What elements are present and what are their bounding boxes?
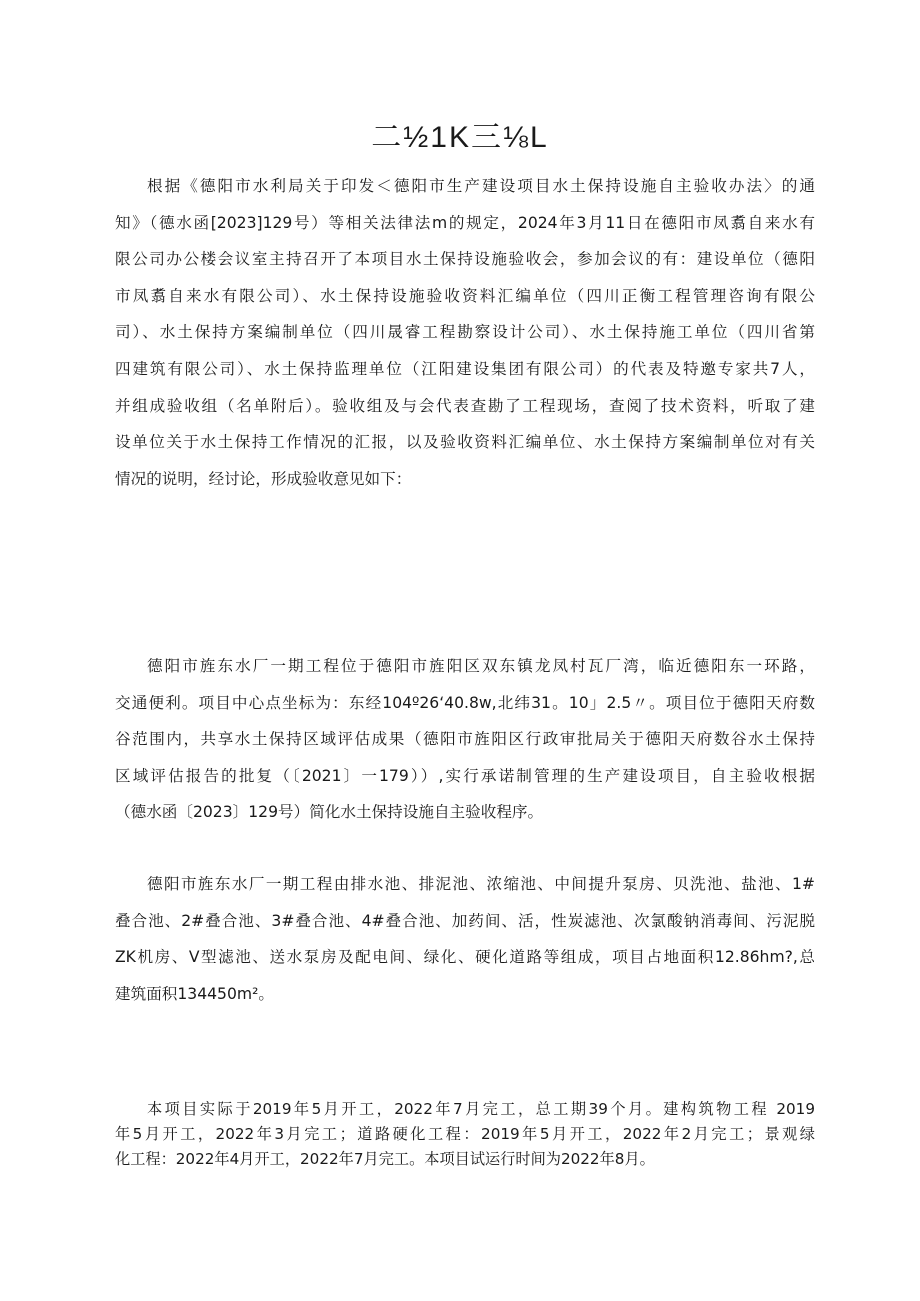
paragraph-line: 市凤翥自来水有限公司）、水土保持设施验收资料汇编单位（四川正衡工程管理咨询有限公 bbox=[115, 286, 815, 305]
paragraph-line: 建筑面积134450m²。 bbox=[115, 984, 274, 1003]
document-title: 二½1K三⅛L bbox=[371, 121, 549, 154]
paragraph-line: 情况的说明，经讨论，形成验收意见如下： bbox=[115, 469, 412, 488]
paragraph-project-location bbox=[115, 648, 815, 831]
paragraph-line: 限公司办公楼会议室主持召开了本项目水土保持设施验收会，参加会议的有：建设单位（德阳 bbox=[115, 250, 815, 269]
paragraph-line: 根据《德阳市水利局关于印发＜德阳市生产建设项目水土保持设施自主验收办法〉的通 bbox=[147, 177, 815, 195]
paragraph-meeting-intro bbox=[115, 168, 815, 497]
paragraph-line: 交通便利。项目中心点坐标为：东经104º26‘40.8w,北纬31。10」2.5〃。项目位于德阳天府数 bbox=[115, 693, 815, 712]
paragraph-project-composition bbox=[115, 866, 815, 1012]
paragraph-line: 知》（德水函[2023]129号）等相关法律法m的规定，2024年3月11日在德阳市凤翥自来水有 bbox=[115, 213, 815, 232]
paragraph-line: 德阳市旌东水厂一期工程位于德阳市旌阳区双东镇龙凤村瓦厂湾，临近德阳东一环路， bbox=[147, 657, 815, 675]
paragraph-construction-schedule bbox=[115, 1097, 815, 1172]
paragraph-line: 年5月开工，2022年3月完工；道路硬化工程：2019年5月开工，2022年2月完工；景观绿 bbox=[115, 1125, 815, 1143]
paragraph-line: 司）、水土保持方案编制单位（四川晟睿工程勘察设计公司）、水土保持施工单位（四川省第 bbox=[115, 323, 815, 342]
paragraph-line: 区域评估报告的批复（〔2021〕一179））,实行承诺制管理的生产建设项目，自主验收根据 bbox=[115, 766, 815, 785]
paragraph-line: 并组成验收组（名单附后）。验收组及与会代表查勘了工程现场，查阅了技术资料，听取了建 bbox=[115, 396, 815, 415]
paragraph-line: 叠合池、2#叠合池、3#叠合池、4#叠合池、加药间、活，性炭滤池、次氯酸钠消毒间、污泥脱 bbox=[115, 911, 815, 930]
paragraph-line: （德水函〔2023〕129号）简化水土保持设施自主验收程序。 bbox=[115, 803, 544, 822]
paragraph-line: 本项目实际于2019年5月开工，2022年7月完工，总工期39个月。建构筑物工程 2019 bbox=[147, 1100, 815, 1118]
paragraph-line: ZK机房、V型滤池、送水泵房及配电间、绿化、硬化道路等组成，项目占地面积12.86hm?,总 bbox=[115, 948, 815, 967]
paragraph-line: 德阳市旌东水厂一期工程由排水池、排泥池、浓缩池、中间提升泵房、贝洗池、盐池、1# bbox=[147, 875, 815, 893]
paragraph-line: 四建筑有限公司）、水土保持监理单位（江阳建设集团有限公司）的代表及特邀专家共7人， bbox=[115, 359, 815, 378]
paragraph-line: 谷范围内，共享水土保持区域评估成果（德阳市旌阳区行政审批局关于德阳天府数谷水土保持 bbox=[115, 730, 815, 749]
paragraph-line: 设单位关于水土保持工作情况的汇报，以及验收资料汇编单位、水土保持方案编制单位对有关 bbox=[115, 433, 815, 452]
paragraph-line: 化工程：2022年4月开工，2022年7月完工。本项目试运行时间为2022年8月。 bbox=[115, 1150, 655, 1168]
